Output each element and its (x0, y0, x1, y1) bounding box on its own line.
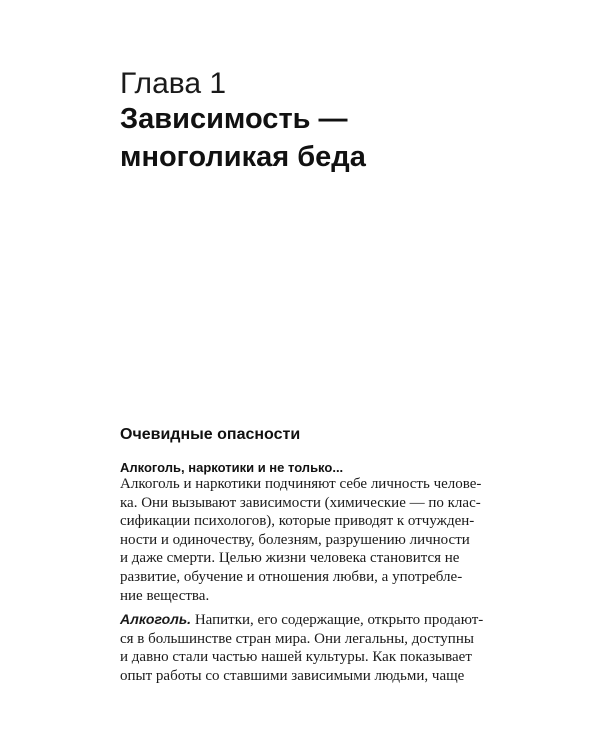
chapter-title-line: Зависимость — (120, 103, 348, 135)
lead-term: Алкоголь. (120, 611, 192, 627)
text-line: и давно стали частью нашей культуры. Как показывает (120, 649, 472, 666)
text-line: Алкоголь и наркотики подчиняют себе личность челове- (120, 476, 482, 492)
text-line: ности и одиночеству, болезням, разрушению личности (120, 531, 470, 548)
text-line (120, 610, 500, 630)
subsection-heading: Алкоголь, наркотики и не только... (120, 460, 344, 475)
text-line: опыт работы со ставшими зависимыми людьми, чаще (120, 667, 465, 684)
paragraph-alcohol-drugs (120, 475, 500, 605)
text-line: ка. Они вызывают зависимости (химические — по клас- (120, 494, 481, 511)
text-line: ся в большинстве стран мира. Они легальны, доступны (120, 630, 474, 647)
chapter-title-line: многоликая беда (120, 141, 366, 173)
chapter-label: Глава 1 (120, 67, 227, 100)
text-line: и даже смерти. Целью жизни человека становится не (120, 550, 460, 567)
chapter-title (120, 100, 366, 176)
text-fragment: Напитки, его содержащие, открыто продают- (191, 612, 484, 628)
text-line: развитие, обучение и отношения любви, а употребле- (120, 568, 463, 585)
paragraph-alcohol (120, 610, 500, 685)
text-line: ние вещества. (120, 587, 210, 604)
section-heading: Очевидные опасности (120, 426, 301, 443)
text-line: сификации психологов), которые приводят к отчужден- (120, 513, 475, 530)
